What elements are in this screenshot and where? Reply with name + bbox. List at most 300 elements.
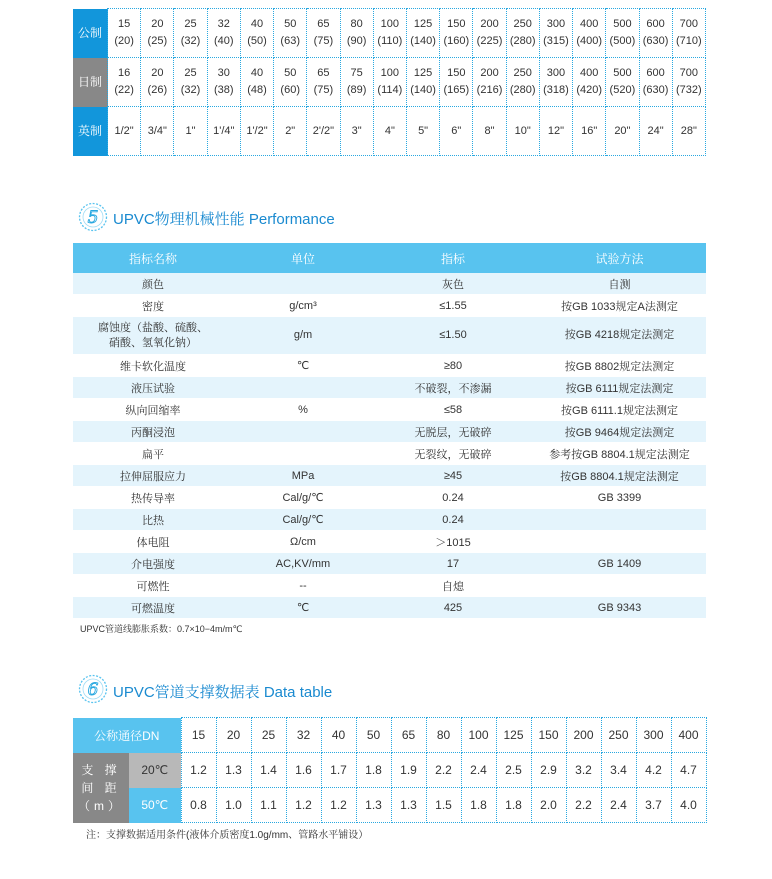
size-cell (440, 107, 473, 156)
dn-value: 32 (286, 718, 321, 753)
section-6-number-icon (78, 674, 108, 704)
size-cell-line: 600 (646, 67, 665, 79)
indicator-value: 无裂纹，无破碎 (373, 443, 533, 465)
size-cell-line: 250 (513, 67, 532, 79)
dn-value: 300 (636, 718, 671, 753)
header-unit: 单位 (233, 243, 373, 273)
indicator-name-line: 拉伸屈服应力 (120, 470, 186, 483)
indicator-name (73, 273, 233, 295)
size-cell (639, 107, 672, 156)
size-cell-line: 700 (679, 18, 699, 30)
size-cell-line: (520) (609, 84, 636, 96)
indicator-name-line: 比热 (142, 514, 164, 527)
size-cell-line: (225) (476, 35, 503, 47)
size-cell (108, 107, 141, 156)
size-cell (207, 107, 240, 156)
section-6-number: 6 (87, 680, 99, 700)
size-cell-line: 32 (217, 18, 230, 30)
size-cell (473, 9, 506, 58)
support-spacing-value: 1.1 (251, 788, 286, 823)
indicator-name (73, 317, 233, 355)
dn-value: 125 (496, 718, 531, 753)
size-cell-line: (400) (576, 35, 603, 47)
size-cell-line: 20 (151, 67, 164, 79)
test-method: 按GB 8804.1规定法测定 (533, 465, 706, 487)
test-method (533, 531, 706, 553)
section-6-title: UPVC管道支撑数据表 Data table (113, 684, 333, 701)
size-cell-line: (500) (609, 35, 636, 47)
size-cell-line: 1'/4" (213, 124, 235, 137)
size-cell (639, 58, 672, 107)
size-cell-line: 4" (384, 124, 395, 137)
indicator-name (73, 553, 233, 575)
size-cell (672, 9, 705, 58)
size-cell-line: (90) (346, 35, 367, 47)
expansion-coefficient-note: UPVC管道线膨胀系数：0.7×10−4m/m℃ (80, 624, 243, 634)
indicator-value: ≥80 (373, 355, 533, 377)
support-spacing-value: 0.8 (181, 788, 216, 823)
size-cell (340, 107, 373, 156)
support-spacing-label (73, 753, 129, 823)
size-cell-line: 16 (117, 67, 131, 79)
size-cell-line: (280) (509, 35, 536, 47)
size-cell-line: 65 (317, 18, 330, 30)
size-cell-line: 400 (579, 18, 599, 30)
test-method: GB 1409 (533, 553, 706, 575)
size-cell-line: 40 (250, 67, 264, 79)
indicator-unit: g/m (233, 317, 373, 355)
size-cell (506, 107, 539, 156)
size-cell-line: (710) (676, 35, 702, 47)
performance-header-row (73, 243, 706, 273)
performance-row (73, 377, 706, 399)
indicator-name (73, 377, 233, 399)
support-spacing-value: 4.7 (671, 753, 706, 788)
size-cell-line: 20 (151, 18, 164, 30)
size-cell-line: 250 (513, 18, 532, 30)
support-spacing-value: 2.9 (531, 753, 566, 788)
dn-value: 400 (671, 718, 706, 753)
support-spacing-value: 1.0 (216, 788, 251, 823)
size-cell-line: 2" (285, 124, 296, 137)
indicator-name (73, 597, 233, 619)
support-spacing-value: 2.5 (496, 753, 531, 788)
indicator-name (73, 443, 233, 465)
dn-value: 150 (531, 718, 566, 753)
size-cell (174, 58, 207, 107)
size-cell (573, 9, 606, 58)
support-spacing-value: 2.2 (566, 788, 601, 823)
indicator-name-line: 可燃温度 (131, 602, 175, 615)
support-spacing-value: 1.3 (216, 753, 251, 788)
size-cell (174, 107, 207, 156)
indicator-name (73, 531, 233, 553)
performance-row (73, 399, 706, 421)
size-cell-line: 125 (413, 18, 433, 30)
support-spacing-label-line: （m） (78, 798, 124, 813)
indicator-value: ＞1015 (373, 531, 533, 553)
size-cell-line: 20" (614, 124, 631, 137)
size-cell-line: 15 (117, 18, 131, 30)
size-cell-line: (40) (213, 35, 234, 47)
performance-row (73, 575, 706, 597)
size-cell-line: (38) (213, 84, 234, 96)
size-cell-line: 75 (350, 67, 363, 79)
indicator-name (73, 355, 233, 377)
performance-row (73, 355, 706, 377)
size-cell (274, 107, 307, 156)
indicator-name-line: 丙酮浸泡 (131, 426, 175, 439)
size-row-label: 英制 (73, 107, 108, 156)
support-spacing-value: 1.9 (391, 753, 426, 788)
support-spacing-value: 2.4 (461, 753, 496, 788)
dn-value: 25 (251, 718, 286, 753)
size-row-label: 日制 (73, 58, 108, 107)
size-cell (240, 9, 273, 58)
performance-row (73, 487, 706, 509)
indicator-value: 0.24 (373, 509, 533, 531)
size-cell-line: 150 (447, 18, 466, 30)
section-5-number: 5 (87, 208, 99, 228)
size-cell-line: (165) (443, 84, 470, 96)
size-cell-line: (75) (313, 84, 334, 96)
support-spacing-value: 1.3 (356, 788, 391, 823)
support-spacing-value: 1.8 (461, 788, 496, 823)
support-temperature: 20℃ (129, 753, 181, 788)
size-cell (373, 107, 406, 156)
size-cell-line: 125 (413, 67, 433, 79)
indicator-name (73, 295, 233, 317)
support-spacing-value: 4.2 (636, 753, 671, 788)
dn-value: 20 (216, 718, 251, 753)
size-cell (307, 58, 340, 107)
size-cell-line: 3/4" (147, 124, 167, 137)
performance-row (73, 273, 706, 295)
dn-header-row (73, 718, 706, 753)
header-test-method: 试验方法 (533, 243, 706, 273)
indicator-value: 灰色 (373, 273, 533, 295)
size-cell-line: (630) (642, 35, 669, 47)
size-cell (672, 58, 705, 107)
indicator-name-line: 体电阻 (136, 536, 170, 549)
size-cell-line: 50 (284, 18, 297, 30)
size-cell-line: 65 (317, 67, 330, 79)
size-cell (141, 58, 174, 107)
size-row (73, 58, 706, 107)
size-cell (240, 107, 273, 156)
indicator-unit (233, 377, 373, 399)
test-method: GB 9343 (533, 597, 706, 619)
size-cell-line: (63) (280, 35, 300, 47)
size-cell (672, 107, 705, 156)
size-cell (340, 9, 373, 58)
size-cell-line: 1" (185, 124, 196, 137)
support-row (73, 788, 706, 823)
indicator-name-line: 硝酸、氢氧化钠） (109, 336, 197, 349)
performance-table (73, 243, 706, 619)
size-cell (406, 58, 439, 107)
support-spacing-value: 2.0 (531, 788, 566, 823)
size-cell (406, 9, 439, 58)
size-cell-line: (140) (410, 35, 436, 47)
test-method: 按GB 9464规定法测定 (533, 421, 706, 443)
size-cell (274, 9, 307, 58)
size-row-label: 公制 (73, 9, 108, 58)
support-spacing-value: 3.2 (566, 753, 601, 788)
support-spacing-value: 2.2 (426, 753, 461, 788)
indicator-name (73, 465, 233, 487)
size-cell (174, 9, 207, 58)
indicator-name-line: 维卡软化温度 (120, 360, 186, 373)
size-cell-line: 100 (380, 67, 400, 79)
dn-value: 50 (356, 718, 391, 753)
performance-row (73, 317, 706, 355)
indicator-name (73, 487, 233, 509)
indicator-name (73, 399, 233, 421)
size-cell-line: (630) (642, 84, 669, 96)
size-cell-line: 300 (546, 18, 566, 30)
size-cell-line: 8" (484, 124, 495, 137)
support-spacing-label-line: 支 撑 (81, 762, 121, 777)
indicator-name (73, 509, 233, 531)
dn-value: 80 (426, 718, 461, 753)
size-cell-line: (50) (247, 35, 267, 47)
size-cell-line: 30 (217, 67, 230, 79)
size-cell-line: 2'/2" (312, 124, 335, 137)
size-cell (373, 58, 406, 107)
dn-value: 100 (461, 718, 496, 753)
pipe-size-comparison-table (73, 8, 706, 156)
performance-row (73, 597, 706, 619)
size-cell-line: (75) (313, 35, 334, 47)
size-cell (440, 9, 473, 58)
size-cell-line: 3" (351, 124, 362, 137)
size-cell-line: (732) (676, 84, 702, 96)
size-cell (274, 58, 307, 107)
dn-value: 65 (391, 718, 426, 753)
support-row (73, 753, 706, 788)
performance-row (73, 509, 706, 531)
indicator-value: 不破裂，不渗漏 (373, 377, 533, 399)
test-method: 按GB 6111.1规定法测定 (533, 399, 706, 421)
performance-row (73, 553, 706, 575)
indicator-unit: Cal/g/℃ (233, 487, 373, 509)
support-spacing-value: 4.0 (671, 788, 706, 823)
size-cell-line: (20) (114, 35, 134, 47)
support-spacing-value: 1.8 (496, 788, 531, 823)
indicator-unit (233, 443, 373, 465)
indicator-unit (233, 273, 373, 295)
indicator-value: ≤58 (373, 399, 533, 421)
indicator-unit: % (233, 399, 373, 421)
size-cell-line: (22) (114, 84, 134, 96)
size-cell-line: 1'/2" (246, 124, 268, 137)
size-cell (473, 107, 506, 156)
size-cell (108, 58, 141, 107)
indicator-name (73, 575, 233, 597)
indicator-unit: AC,KV/mm (233, 553, 373, 575)
indicator-value: 自熄 (373, 575, 533, 597)
indicator-unit: g/cm³ (233, 295, 373, 317)
support-temperature: 50℃ (129, 788, 181, 823)
indicator-name-line: 液压试验 (131, 382, 175, 395)
size-cell-line: (110) (377, 35, 403, 47)
support-spacing-value: 3.4 (601, 753, 636, 788)
size-cell-line: 5" (418, 124, 429, 137)
indicator-name-line: 纵向回缩率 (125, 404, 181, 417)
test-method: 按GB 1033规定A法测定 (533, 295, 706, 317)
size-cell (539, 9, 572, 58)
support-spacing-value: 1.2 (321, 788, 356, 823)
size-cell-line: 24" (647, 124, 664, 137)
test-method: 参考按GB 8804.1规定法测定 (533, 443, 706, 465)
header-indicator: 指标 (373, 243, 533, 273)
support-spacing-value: 1.4 (251, 753, 286, 788)
performance-row (73, 465, 706, 487)
size-cell (606, 9, 639, 58)
size-cell-line: 1/2" (114, 124, 134, 137)
size-cell-line: (32) (180, 35, 201, 47)
size-cell-line: 50 (284, 67, 297, 79)
indicator-value: ≤1.50 (373, 317, 533, 355)
size-cell (473, 58, 506, 107)
indicator-value: 425 (373, 597, 533, 619)
size-cell (573, 107, 606, 156)
indicator-value: 0.24 (373, 487, 533, 509)
size-cell (539, 107, 572, 156)
support-spacing-value: 1.2 (181, 753, 216, 788)
test-method: 按GB 4218规定法测定 (533, 317, 706, 355)
indicator-name-line: 介电强度 (131, 558, 175, 571)
dn-value: 40 (321, 718, 356, 753)
indicator-name-line: 颜色 (142, 278, 164, 291)
performance-row (73, 421, 706, 443)
size-cell-line: (89) (346, 84, 367, 96)
support-spacing-value: 1.2 (286, 788, 321, 823)
performance-row (73, 295, 706, 317)
test-method: GB 3399 (533, 487, 706, 509)
size-cell-line: (26) (147, 84, 168, 96)
support-spacing-value: 1.5 (426, 788, 461, 823)
size-cell (307, 107, 340, 156)
size-cell-line: (420) (576, 84, 603, 96)
support-spacing-value: 1.3 (391, 788, 426, 823)
size-cell-line: 80 (350, 18, 363, 30)
indicator-unit: -- (233, 575, 373, 597)
size-cell-line: 200 (480, 18, 499, 30)
test-method (533, 575, 706, 597)
size-cell-line: 12" (547, 124, 565, 137)
size-cell-line: (315) (543, 35, 569, 47)
indicator-name-line: 扁平 (142, 448, 164, 461)
indicator-unit: MPa (233, 465, 373, 487)
size-row (73, 9, 706, 58)
test-method: 自测 (533, 273, 706, 295)
size-cell-line: (114) (377, 84, 403, 96)
support-conditions-note: 注：支撑数据适用条件(液体介质密度1.0g/mm、管路水平铺设） (86, 830, 369, 841)
size-cell (207, 58, 240, 107)
size-cell (606, 58, 639, 107)
section-5-number-icon (78, 202, 108, 232)
size-cell-line: (60) (280, 84, 300, 96)
size-cell-line: (48) (247, 84, 267, 96)
dn-value: 200 (566, 718, 601, 753)
support-spacing-label-line: 间 距 (81, 780, 121, 795)
size-cell (573, 58, 606, 107)
size-cell-line: 500 (613, 67, 632, 79)
support-spacing-table (73, 717, 707, 823)
support-spacing-value: 2.4 (601, 788, 636, 823)
dn-value: 15 (181, 718, 216, 753)
indicator-unit: Cal/g/℃ (233, 509, 373, 531)
size-cell (506, 9, 539, 58)
size-cell (506, 58, 539, 107)
test-method (533, 509, 706, 531)
indicator-name-line: 腐蚀度（盐酸、硫酸、 (98, 321, 208, 334)
size-cell (307, 9, 340, 58)
performance-row (73, 443, 706, 465)
size-cell (440, 58, 473, 107)
dn-label: 公称通径DN (73, 718, 181, 753)
size-cell (108, 9, 141, 58)
indicator-unit: ℃ (233, 355, 373, 377)
indicator-unit: Ω/cm (233, 531, 373, 553)
size-cell-line: 28" (680, 124, 697, 137)
size-cell (373, 9, 406, 58)
size-cell-line: (318) (543, 84, 569, 96)
size-cell (340, 58, 373, 107)
support-spacing-value: 1.7 (321, 753, 356, 788)
indicator-unit (233, 421, 373, 443)
size-cell-line: 25 (184, 18, 197, 30)
performance-row (73, 531, 706, 553)
size-cell (639, 9, 672, 58)
size-cell (240, 58, 273, 107)
size-cell-line: 700 (679, 67, 699, 79)
size-cell-line: 300 (546, 67, 566, 79)
size-cell-line: 400 (579, 67, 599, 79)
size-cell-line: 150 (447, 67, 466, 79)
size-cell-line: 600 (646, 18, 665, 30)
test-method: 按GB 6111规定法测定 (533, 377, 706, 399)
size-cell-line: 500 (613, 18, 632, 30)
size-cell-line: (160) (443, 35, 470, 47)
size-cell (141, 107, 174, 156)
indicator-unit: ℃ (233, 597, 373, 619)
size-cell-line: 100 (380, 18, 400, 30)
header-indicator-name: 指标名称 (73, 243, 233, 273)
indicator-value: 无脱层，无破碎 (373, 421, 533, 443)
size-cell-line: (25) (147, 35, 168, 47)
size-row (73, 107, 706, 156)
size-cell-line: 16" (581, 124, 598, 137)
size-cell-line: (140) (410, 84, 436, 96)
test-method: 按GB 8802规定法测定 (533, 355, 706, 377)
support-spacing-value: 1.8 (356, 753, 391, 788)
size-cell-line: 200 (480, 67, 499, 79)
size-cell (141, 9, 174, 58)
indicator-value: 17 (373, 553, 533, 575)
size-cell-line: (32) (180, 84, 201, 96)
indicator-name-line: 可燃性 (136, 580, 170, 593)
size-cell-line: 40 (250, 18, 264, 30)
size-cell (207, 9, 240, 58)
section-5-title: UPVC物理机械性能 Performance (113, 211, 335, 228)
support-spacing-value: 1.6 (286, 753, 321, 788)
size-cell-line: (216) (476, 84, 503, 96)
size-cell (406, 107, 439, 156)
size-cell-line: 10" (514, 124, 531, 137)
